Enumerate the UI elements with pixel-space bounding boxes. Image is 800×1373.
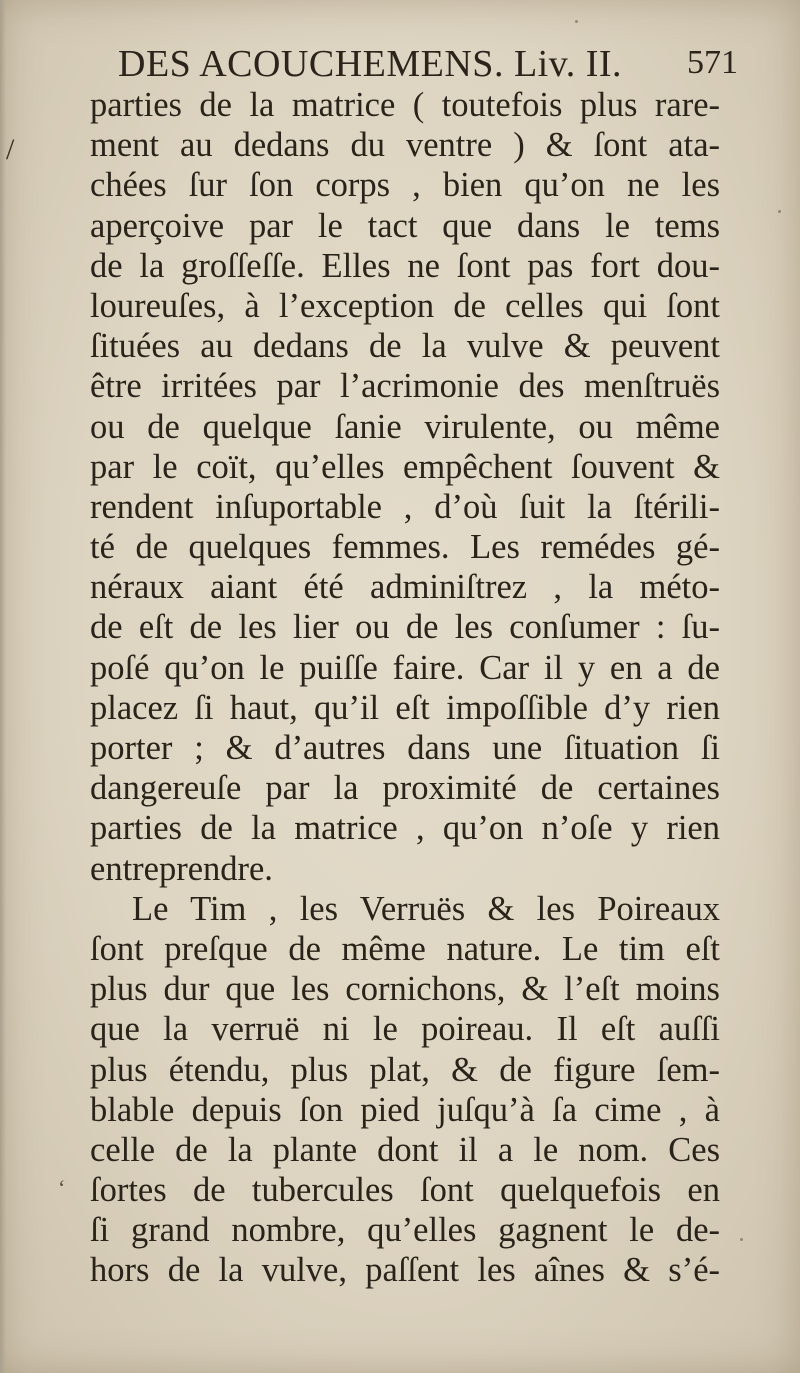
text-line: parties de la matrice , qu’on n’oſe y rien xyxy=(90,809,720,848)
running-title: DES ACOUCHEMENS. Liv. II. xyxy=(118,43,623,85)
page-number: 571 xyxy=(687,44,738,81)
text-line: néraux aiant été adminiſtrez , la méto- xyxy=(90,568,720,607)
text-line: plus étendu, plus plat, & de figure ſem- xyxy=(90,1050,720,1089)
text-line: entreprendre. xyxy=(90,849,273,888)
body-text xyxy=(90,85,720,1291)
page-binding-edge xyxy=(0,0,6,1373)
text-line: placez ſi haut, qu’il eſt impoſſible d’y rien xyxy=(90,688,720,727)
text-line: être irritées par l’acrimonie des menſtruës xyxy=(90,367,720,406)
margin-tick-mark: ‘ xyxy=(58,1175,66,1200)
text-line: ſortes de tubercules ſont quelquefois en xyxy=(90,1171,720,1210)
paper-speck xyxy=(740,1238,743,1241)
text-line: rendent inſuportable , d’où ſuit la ſtérili- xyxy=(90,487,720,526)
text-line: ſont preſque de même nature. Le tim eſt xyxy=(90,929,720,968)
text-line: hors de la vulve, paſſent les aînes & s’é- xyxy=(90,1251,720,1290)
text-line: plus dur que les cornichons, & l’eſt moins xyxy=(90,970,720,1009)
text-line: poſé qu’on le puiſſe faire. Car il y en a de xyxy=(90,648,720,687)
text-line: ou de quelque ſanie virulente, ou même xyxy=(90,407,720,446)
paragraph-start-line: Le Tim , les Verruës & les Poireaux xyxy=(132,889,720,928)
paper-speck xyxy=(575,20,578,23)
text-line: chées ſur ſon corps , bien qu’on ne les xyxy=(90,166,720,205)
text-line: ment au dedans du ventre ) & ſont ata- xyxy=(90,126,720,165)
text-line: par le coït, qu’elles empêchent ſouvent & xyxy=(90,447,720,486)
text-line: ſi grand nombre, qu’elles gagnent le de- xyxy=(90,1211,720,1250)
text-line: dangereuſe par la proximité de certaines xyxy=(90,769,720,808)
text-line: que la verruë ni le poireau. Il eſt auſſi xyxy=(90,1010,720,1049)
text-line: celle de la plante dont il a le nom. Ces xyxy=(90,1130,720,1169)
text-line: parties de la matrice ( toutefois plus rare- xyxy=(90,86,720,124)
text-line: porter ; & d’autres dans une ſituation ſi xyxy=(90,729,720,767)
text-line: té de quelques femmes. Les remédes gé- xyxy=(90,528,720,567)
margin-annotation-mark: / xyxy=(6,133,15,166)
text-line: de eſt de les lier ou de les conſumer : ſu- xyxy=(90,608,720,647)
text-line: aperçoive par le tact que dans le tems xyxy=(90,206,720,245)
text-line: ſituées au dedans de la vulve & peuvent xyxy=(90,327,720,366)
text-line: loureuſes, à l’exception de celles qui ſont xyxy=(90,286,720,325)
text-line: de la groſſeſſe. Elles ne ſont pas fort dou- xyxy=(90,246,720,285)
paper-speck xyxy=(778,210,781,213)
text-line: blable depuis ſon pied juſqu’à ſa cime , à xyxy=(90,1090,720,1129)
